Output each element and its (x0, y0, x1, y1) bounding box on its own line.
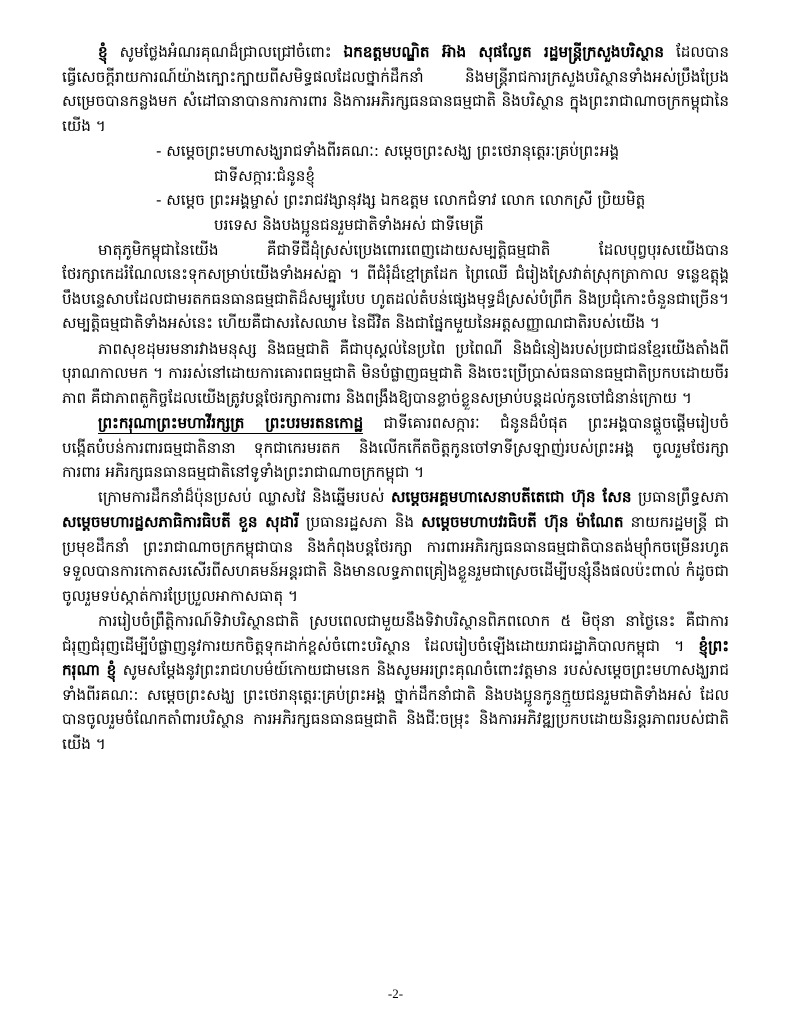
text-run-emphasis: សម្តេចអគ្គមហាសេនាបតីតេជោ ហ៊ុន សែន (390, 488, 632, 507)
text-run: ប្រធានព្រឹទ្ធសភា (631, 488, 729, 507)
document-body (62, 40, 729, 757)
paragraph-5 (62, 485, 729, 608)
text-run: សូមថ្លែងអំណរគុណដ៏ជ្រាលជ្រៅចំពោះ (107, 43, 344, 61)
paragraph-3 (62, 337, 729, 411)
text-run-emphasis: សម្តេចមហារដ្ឋសភាធិការធិបតី ខួន សុដារី (62, 512, 299, 531)
page-number: -2- (387, 986, 404, 1001)
text-run: ខ្ញុំ (98, 43, 108, 61)
text-run: ដែលបានធ្វើសេចក្តីរាយការណ៍យ៉ាងក្បោះក្បាយពីសមិទ្ធផលដែលថ្នាក់ដឹកនាំ និងមន្ត្រីរាជការក្រសួងបរិស្ថានទាំងអស់ប្រឹងប្រែងសម្រេចបានកន្លងមក សំដៅធានាបានការការពារ និងការអភិរក្សធនធានធម្មជាតិ និងបរិស្ថាន ក្នុងព្រះរាជាណាចក្រកម្ពុជានៃយើង ។ (62, 43, 729, 135)
text-run: មាតុភូមិកម្ពុជានៃយើង គឺជាទីជីដុំស្រស់ប្រេងពោរពេញដោយសម្បត្តិធម្មជាតិ ដែលបុព្វបុរសយើងបានថែរក្សាកេដរំណែលនេះទុកសម្រាប់យើងទាំងអស់គ្នា ។ ពីជំរុំដ៏ខ្មៅត្រដែក ព្រៃឈើ ជំរៀងស្រែវាត់ស្រុកត្រាកាល ទន្លេឧត្តុង្គ បឹងបន្ទេសាបដែលជាមរតកធនធានធម្មជាតិដ៏សម្បូរបែប ហូតដល់តំបន់ផ្សេងមុទ្ធដ៏ស្រស់បំព្រឹក និងប្រជុំកោះចំនួនជាច្រើន។ សម្បត្តិធម្មជាតិទាំងអស់នេះ ហើយគឺជាសរសៃឈាម នៃជីវិត និងជាផ្នែកមួយនៃអត្តសញ្ញាណជាតិរបស់យើង ។ (62, 240, 729, 333)
text-run: ភាពសុខដុមរមនារវាងមនុស្ស និងធម្មជាតិ គឺជាបុស្គល់នៃប្រពៃ ប្រពៃណី និងជំនៀងរបស់ប្រជាជនខ្មែរយើងតាំងពីបុរាណកាលមក ។ ការរស់នៅដោយការគោរពធម្មជាតិ មិនបំផ្លាញធម្មជាតិ និងចេះប្រើប្រាស់ធនធានធម្មជាតិប្រកបដោយចីរភាព គឺជាភាពតួកិច្ចដែលយើងត្រូវបន្តថែរក្សាការពារ និងពង្រឹងឱ្យបានខ្លាច់ខ្លួនសម្រាប់បន្តដល់កូនចៅជំនាន់ក្រោយ ។ (62, 339, 729, 407)
text-run-emphasis: សម្តេចមហាបវរធិបតី ហ៊ុន ម៉ាណែត (421, 512, 624, 531)
text-run-emphasis: ឯកឧត្តមបណ្ឌិត អ៊ាង សុផល្លែត រដ្ឋមន្ត្រីក្រសួងបរិស្ថាន (343, 43, 664, 61)
text-run: ការរៀបចំព្រឹត្តិការណ៍ទិវាបរិស្ថានជាតិ ស្របពេលជាមួយនឹងទិវាបរិស្ថានពិភពលោក ៥ មិថុនា នាថ្ងៃនេះ គឺជាការជំរុញជំរុញដើម្បីបំផ្លាញនូវការយកចិត្តទុកដាក់ខ្ពស់ចំពោះបរិស្ថាន ដែលរៀបចំឡើងដោយរាជរដ្ឋាភិបាលកម្ពុជា ។ (62, 611, 729, 655)
paragraph-6 (62, 609, 729, 757)
bullet-list (62, 139, 729, 238)
list-item: - សម្ដេចព្រះមហាសង្ឃរាជទាំងពីរគណៈ: សម្តេចព្រះសង្ឃ ព្រះថេរានុត្តេរៈគ្រប់ព្រះអង្គ (156, 142, 620, 160)
text-run: ប្រធានរដ្ឋសភា និង (298, 512, 422, 531)
list-item-continuation: ជាទីសក្ការៈជំនូនខ្ញុំ (214, 166, 316, 185)
paragraph-2 (62, 238, 729, 337)
text-run-title-emphasis: ព្រះករុណាព្រះមហាវីរក្សត្រ ព្រះបរមរតនកោដ្ឋ (98, 413, 364, 432)
text-run-emphasis: ខ្ញុំព្រះករុណា ខ្ញុំ (62, 636, 729, 680)
paragraph-1 (62, 40, 729, 139)
paragraph-4 (62, 411, 729, 485)
list-item-continuation: បរទេស និងបងប្អូនជនរួមជាតិទាំងអស់ ជាទីមេត្រី (214, 215, 484, 234)
text-run: ក្រោមការដឹកនាំដ៏ប៉ុនប្រសប់ ឈ្លាសវៃ និងឆ្នើមរបស់ (98, 488, 391, 507)
text-run: សូមសម្តែងនូវព្រះរាជហបម៌យ៍កោយជាមនេក និងសូមអរព្រះគុណចំពោះវត្តមាន របស់សម្តេចព្រះមហាសង្ឃរាជទាំងពីរគណៈ: សម្ដេចព្រះសង្ឃ ព្រះថេរានុត្តេរៈគ្រប់ព្រះអង្គ ថ្នាក់ដឹកនាំជាតិ និងបងប្អូនកូនក្មួយជនរួមជាតិទាំងអស់ ដែលបានចូលរួមចំណែកតាំពារបរិស្ថាន ការអភិរក្សធនធានធម្មជាតិ និងជីៈចម្រុះ និងការអភិវឌ្ឍប្រកបដោយនិរន្តរភាពរបស់ជាតិយើង ។ (62, 661, 730, 753)
text-run: ជាទីគោរពសក្ការៈ ជំនូនដ៏បំផុត ព្រះអង្គបានផ្តួចផ្តើមរៀបចំបង្កើតបំបន់ការពារធម្មជាតិនានា ទុកជាកេរមរតក និងលើកកើតចិត្តកូនចៅទាទីស្រឡាញ់របស់ព្រះអង្គ ចូលរួមថែរក្សា ការពារ អភិរក្សធនធានធម្មជាតិនៅទូទាំងព្រះរាជាណាចក្រកម្ពុជា ។ (62, 413, 729, 482)
text-run: នាយករដ្ឋមន្ត្រី ជាប្រមុខដឹកនាំ ព្រះរាជាណាចក្រកម្ពុជាបាន និងកំពុងបន្តថែរក្សា ការពារអភិរក្សធនធានធម្មជាតិបានតង់ម្យ៉ាំកចម្រើនរហូតទទួលបានការកោតសរសើរពីសហគមន៍អន្តរជាតិ និងមានលទ្ធភាពគ្រៀងខ្លួនរួមជាស្រេចដើម្បីបន្សុំនឹងផលប៉ះពាល់ កំដូចជាចូលរួមទប់ស្កាត់ការប្រែប្រួលអាកាសធាតុ ។ (62, 512, 729, 605)
list-item: - សម្តេច ព្រះអង្គម្ចាស់ ព្រះរាជវង្សានុវង្ស ឯកឧត្តម លោកជំទាវ លោក លោកស្រី ប្រិយមិត្ត (156, 191, 646, 210)
